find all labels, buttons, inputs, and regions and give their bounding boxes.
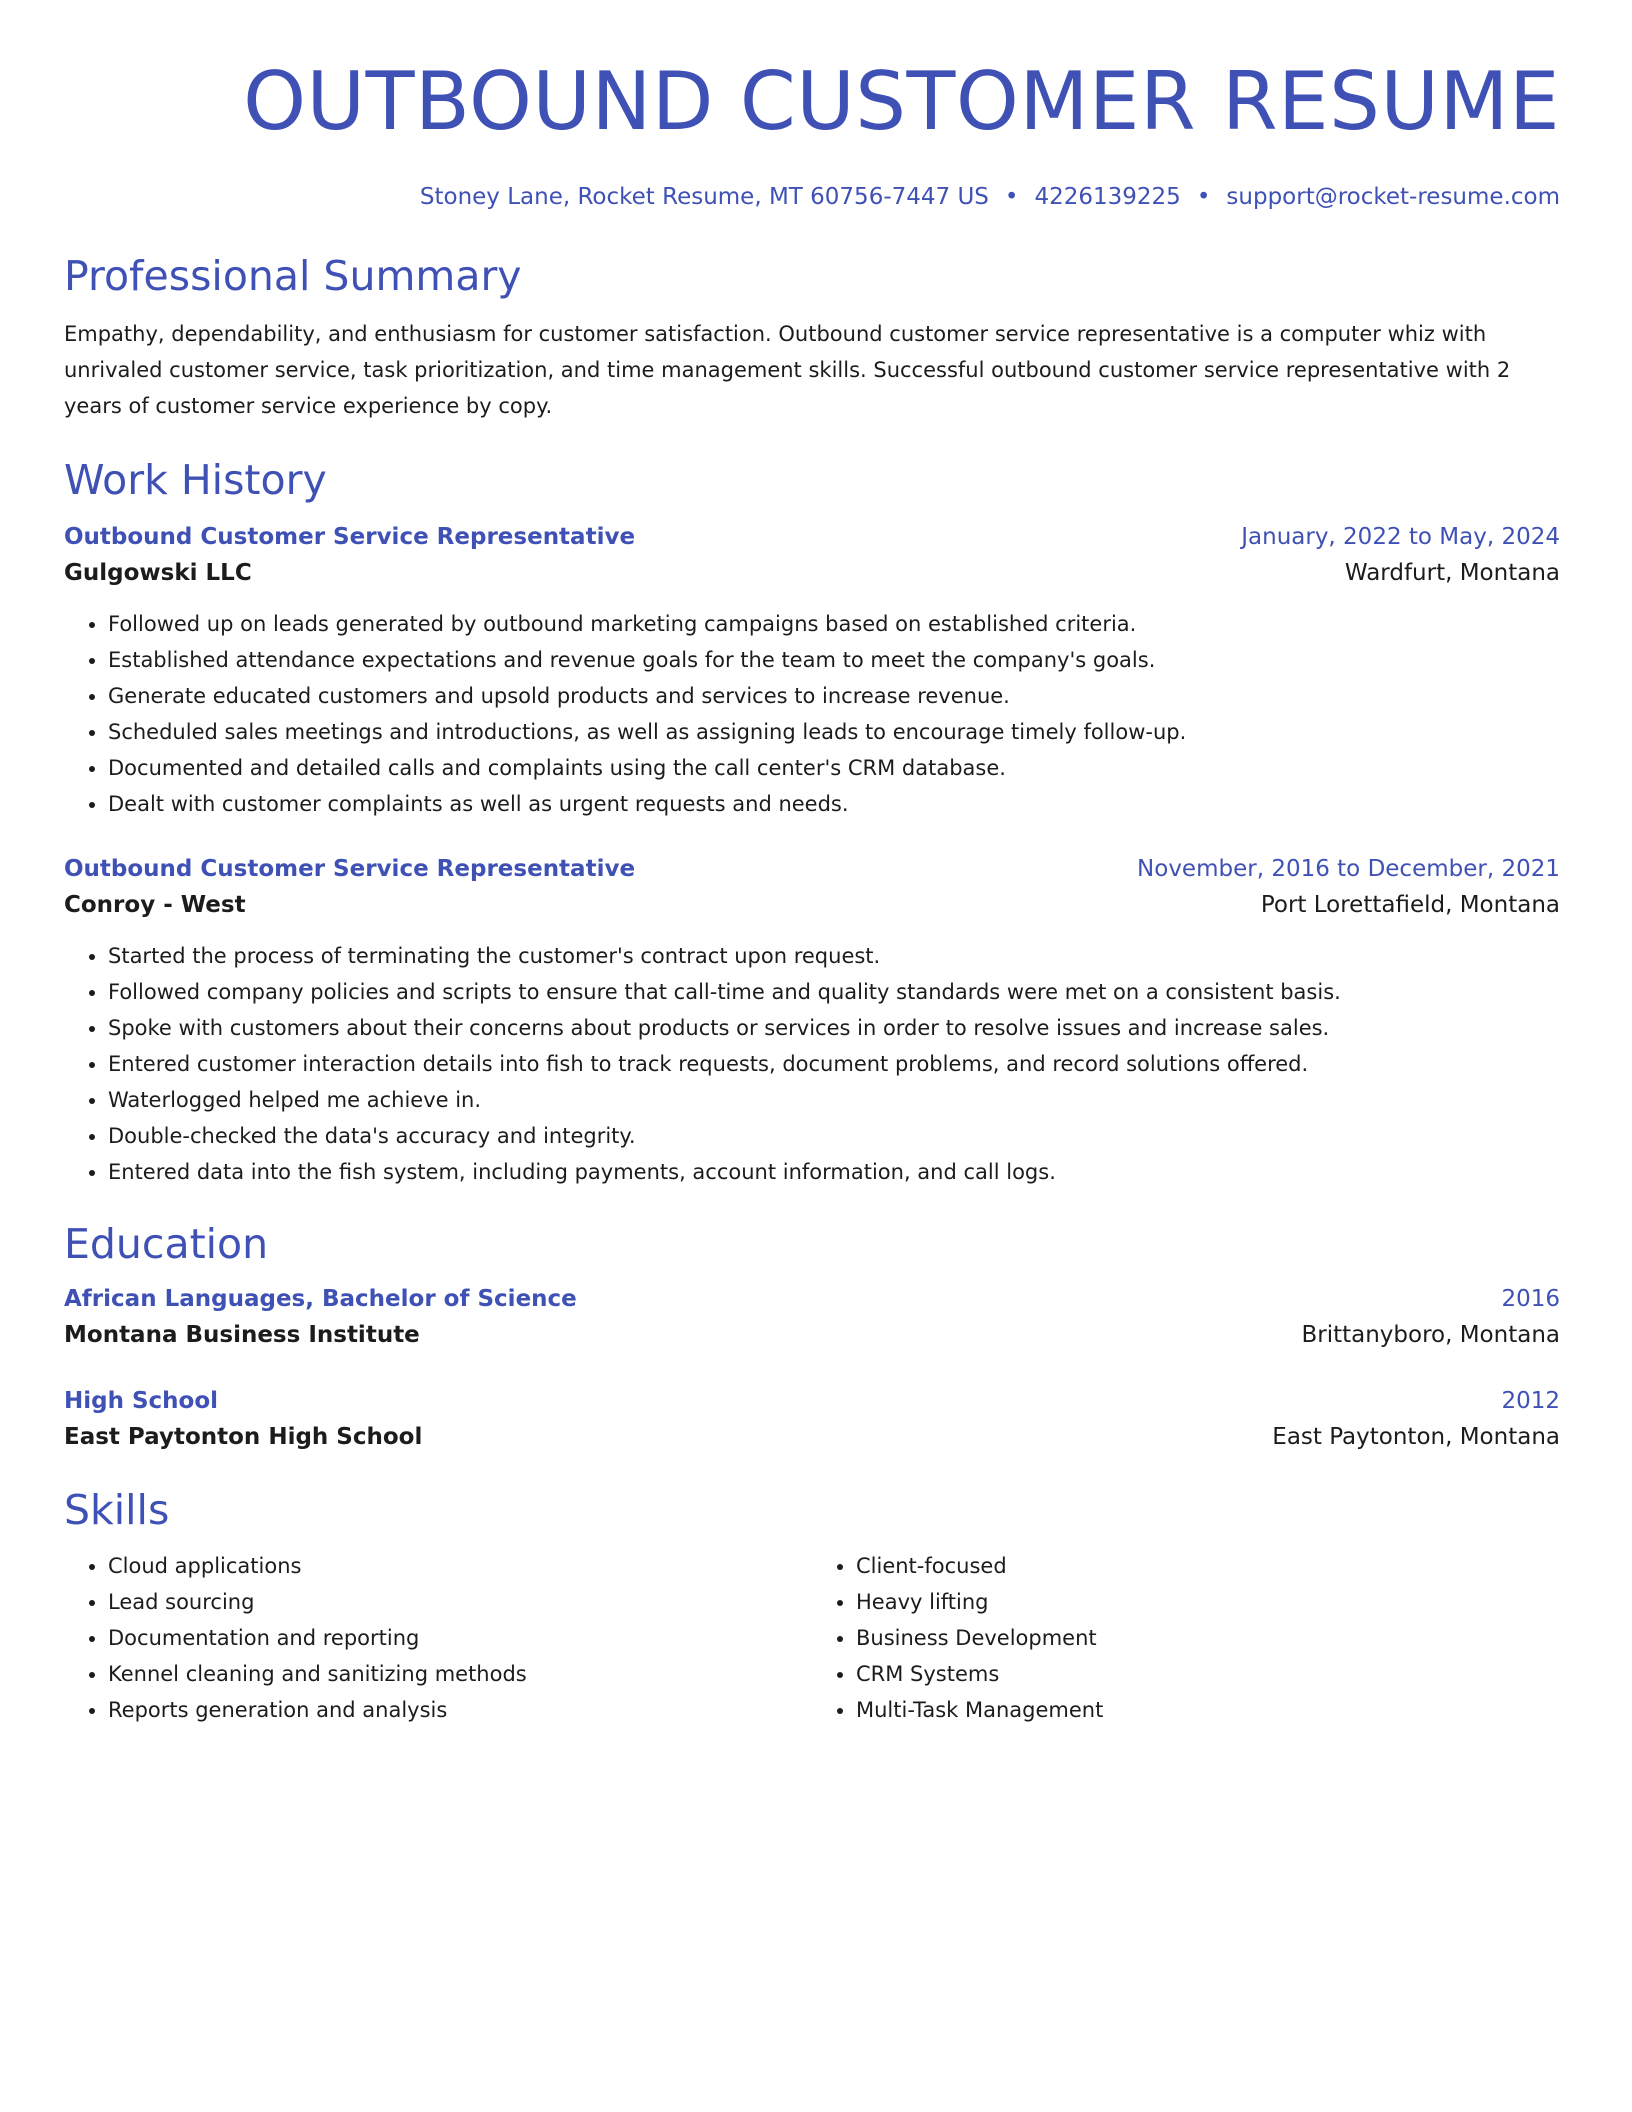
education-heading: Education	[64, 1220, 269, 1268]
skill-item: • Business Development	[856, 1620, 1560, 1656]
education-entry	[64, 1384, 1560, 1456]
job-bullet: • Entered customer interaction details into fish to track requests, document problems, and record solutions offered.	[108, 1046, 1560, 1082]
job-bullet: • Generate educated customers and upsold products and services to increase revenue.	[108, 678, 1560, 714]
education-header-row	[64, 1384, 1560, 1418]
education-degree: African Languages, Bachelor of Science	[64, 1286, 577, 1312]
education-degree: High School	[64, 1388, 219, 1414]
job-company-row	[64, 554, 1560, 592]
education-location: Brittanyboro, Montana	[1301, 1322, 1560, 1348]
job-bullet: • Dealt with customer complaints as well as urgent requests and needs.	[108, 786, 1560, 822]
contact-separator: •	[1196, 184, 1211, 210]
job-bullet: • Documented and detailed calls and complaints using the call center's CRM database.	[108, 750, 1560, 786]
job-header-row	[64, 852, 1560, 886]
job-bullet: • Started the process of terminating the customer's contract upon request.	[108, 938, 1560, 974]
education-entry	[64, 1282, 1560, 1354]
education-school: Montana Business Institute	[64, 1322, 420, 1348]
education-header-row	[64, 1282, 1560, 1316]
contact-separator: •	[1004, 184, 1019, 210]
resume-title: OUTBOUND CUSTOMER RESUME	[243, 55, 1560, 148]
job-bullet: • Followed up on leads generated by outbound marketing campaigns based on established criteria.	[108, 606, 1560, 642]
contact-line	[64, 182, 1560, 212]
job-role: Outbound Customer Service Representative	[64, 524, 636, 550]
job-company: Gulgowski LLC	[64, 560, 252, 586]
skill-item: • Lead sourcing	[108, 1584, 812, 1620]
job-location: Port Lorettafield, Montana	[1260, 892, 1560, 918]
work-history-heading: Work History	[64, 456, 327, 504]
job-company-row	[64, 886, 1560, 924]
job-bullet: • Entered data into the fish system, including payments, account information, and call logs.	[108, 1154, 1560, 1190]
job-dates: November, 2016 to December, 2021	[1137, 856, 1560, 882]
skills-heading: Skills	[64, 1486, 170, 1534]
job-entry	[64, 520, 1560, 822]
skill-item: • Cloud applications	[108, 1548, 812, 1584]
resume-page	[64, 52, 1560, 1728]
education-year: 2012	[1501, 1388, 1560, 1414]
phone-text: 4226139225	[1034, 184, 1181, 210]
job-bullet: • Established attendance expectations and revenue goals for the team to meet the company's goals.	[108, 642, 1560, 678]
skills-column-left	[64, 1548, 812, 1728]
address-text: Stoney Lane, Rocket Resume, MT 60756-7447 US	[419, 184, 989, 210]
education-year: 2016	[1501, 1286, 1560, 1312]
job-entry	[64, 852, 1560, 1190]
job-company: Conroy - West	[64, 892, 246, 918]
skill-item: • Client-focused	[856, 1548, 1560, 1584]
job-bullet: • Double-checked the data's accuracy and integrity.	[108, 1118, 1560, 1154]
skill-item: • Documentation and reporting	[108, 1620, 812, 1656]
skill-item: • Heavy lifting	[856, 1584, 1560, 1620]
education-school: East Paytonton High School	[64, 1424, 423, 1450]
job-header-row	[64, 520, 1560, 554]
education-school-row	[64, 1316, 1560, 1354]
skill-item: • Multi-Task Management	[856, 1692, 1560, 1728]
skills-list	[64, 1548, 1560, 1728]
job-bullet: • Scheduled sales meetings and introductions, as well as assigning leads to encourage timely follow-up.	[108, 714, 1560, 750]
skill-item: • Reports generation and analysis	[108, 1692, 812, 1728]
email-text: support@rocket-resume.com	[1226, 184, 1560, 210]
education-location: East Paytonton, Montana	[1272, 1424, 1560, 1450]
skill-item: • Kennel cleaning and sanitizing methods	[108, 1656, 812, 1692]
summary-heading: Professional Summary	[64, 252, 522, 300]
job-bullet: • Followed company policies and scripts to ensure that call-time and quality standards were met on a consistent basis.	[108, 974, 1560, 1010]
job-bullets	[64, 606, 1560, 822]
skill-item: • CRM Systems	[856, 1656, 1560, 1692]
job-bullet: • Spoke with customers about their concerns about products or services in order to resolve issues and increase sales.	[108, 1010, 1560, 1046]
skills-column-right	[812, 1548, 1560, 1728]
job-location: Wardfurt, Montana	[1344, 560, 1560, 586]
summary-text: Empathy, dependability, and enthusiasm for customer satisfaction. Outbound customer service representative is a computer whiz with unrivaled customer service, task prioritization, and time management skills. Successful outbound customer service representative with 2 years of customer service experience by copy.	[64, 322, 1511, 418]
job-dates: January, 2022 to May, 2024	[1241, 524, 1560, 550]
education-school-row	[64, 1418, 1560, 1456]
job-role: Outbound Customer Service Representative	[64, 856, 636, 882]
job-bullet: • Waterlogged helped me achieve in.	[108, 1082, 1560, 1118]
job-bullets	[64, 938, 1560, 1190]
